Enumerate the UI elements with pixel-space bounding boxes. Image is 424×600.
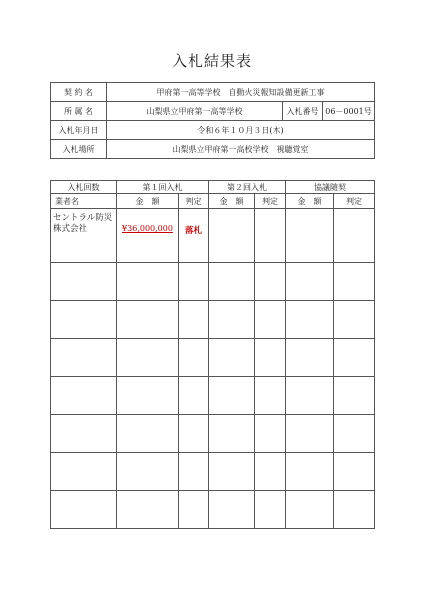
rounds-header: 入札回数: [51, 181, 117, 194]
negotiation-judgment-header: 判定: [334, 194, 375, 209]
round2-amount-header: 金 額: [209, 194, 255, 209]
bid-number-label: 入札番号: [283, 102, 323, 121]
bid-results-table: [50, 180, 375, 529]
table-row: [51, 377, 375, 415]
contract-info-table: [50, 82, 375, 159]
department-label: 所 属 名: [51, 102, 107, 121]
table-row: [51, 415, 375, 453]
round1-amount: ¥36,000,000: [117, 209, 179, 263]
negotiation-amount: [286, 209, 334, 263]
page-title: 入札結果表: [171, 52, 252, 70]
table-row: [51, 453, 375, 491]
negotiation-judgment: [334, 209, 375, 263]
table-row: [51, 339, 375, 377]
round1-amount-header: 金 額: [117, 194, 179, 209]
bid-number-value: 06－0001号: [323, 102, 375, 121]
table-row: [51, 209, 375, 263]
contract-name-value: 甲府第一高等学校 自動火災報知設備更新工事: [107, 83, 375, 102]
table-row: [51, 491, 375, 529]
negotiation-header: 協議随契: [286, 181, 375, 194]
round1-header: 第１回入札: [117, 181, 209, 194]
table-row: [51, 301, 375, 339]
negotiation-amount-header: 金 額: [286, 194, 334, 209]
bid-place-label: 入札場所: [51, 140, 107, 159]
round2-judgment: [255, 209, 286, 263]
bid-place-value: 山梨県立甲府第一高校学校 視聴覚室: [107, 140, 375, 159]
round2-header: 第２回入札: [209, 181, 286, 194]
company-header: 業者名: [51, 194, 117, 209]
round2-amount: [209, 209, 255, 263]
department-value: 山梨県立甲府第一高等学校: [107, 102, 283, 121]
round2-judgment-header: 判定: [255, 194, 286, 209]
round1-judgment: 落札: [179, 209, 209, 263]
contract-name-label: 契 約 名: [51, 83, 107, 102]
bid-date-value: 令和６年１０月３日(木): [107, 121, 375, 140]
table-row: [51, 263, 375, 301]
round1-judgment-header: 判定: [179, 194, 209, 209]
bid-date-label: 入札年月日: [51, 121, 107, 140]
company-name: セントラル防災株式会社: [51, 209, 117, 263]
